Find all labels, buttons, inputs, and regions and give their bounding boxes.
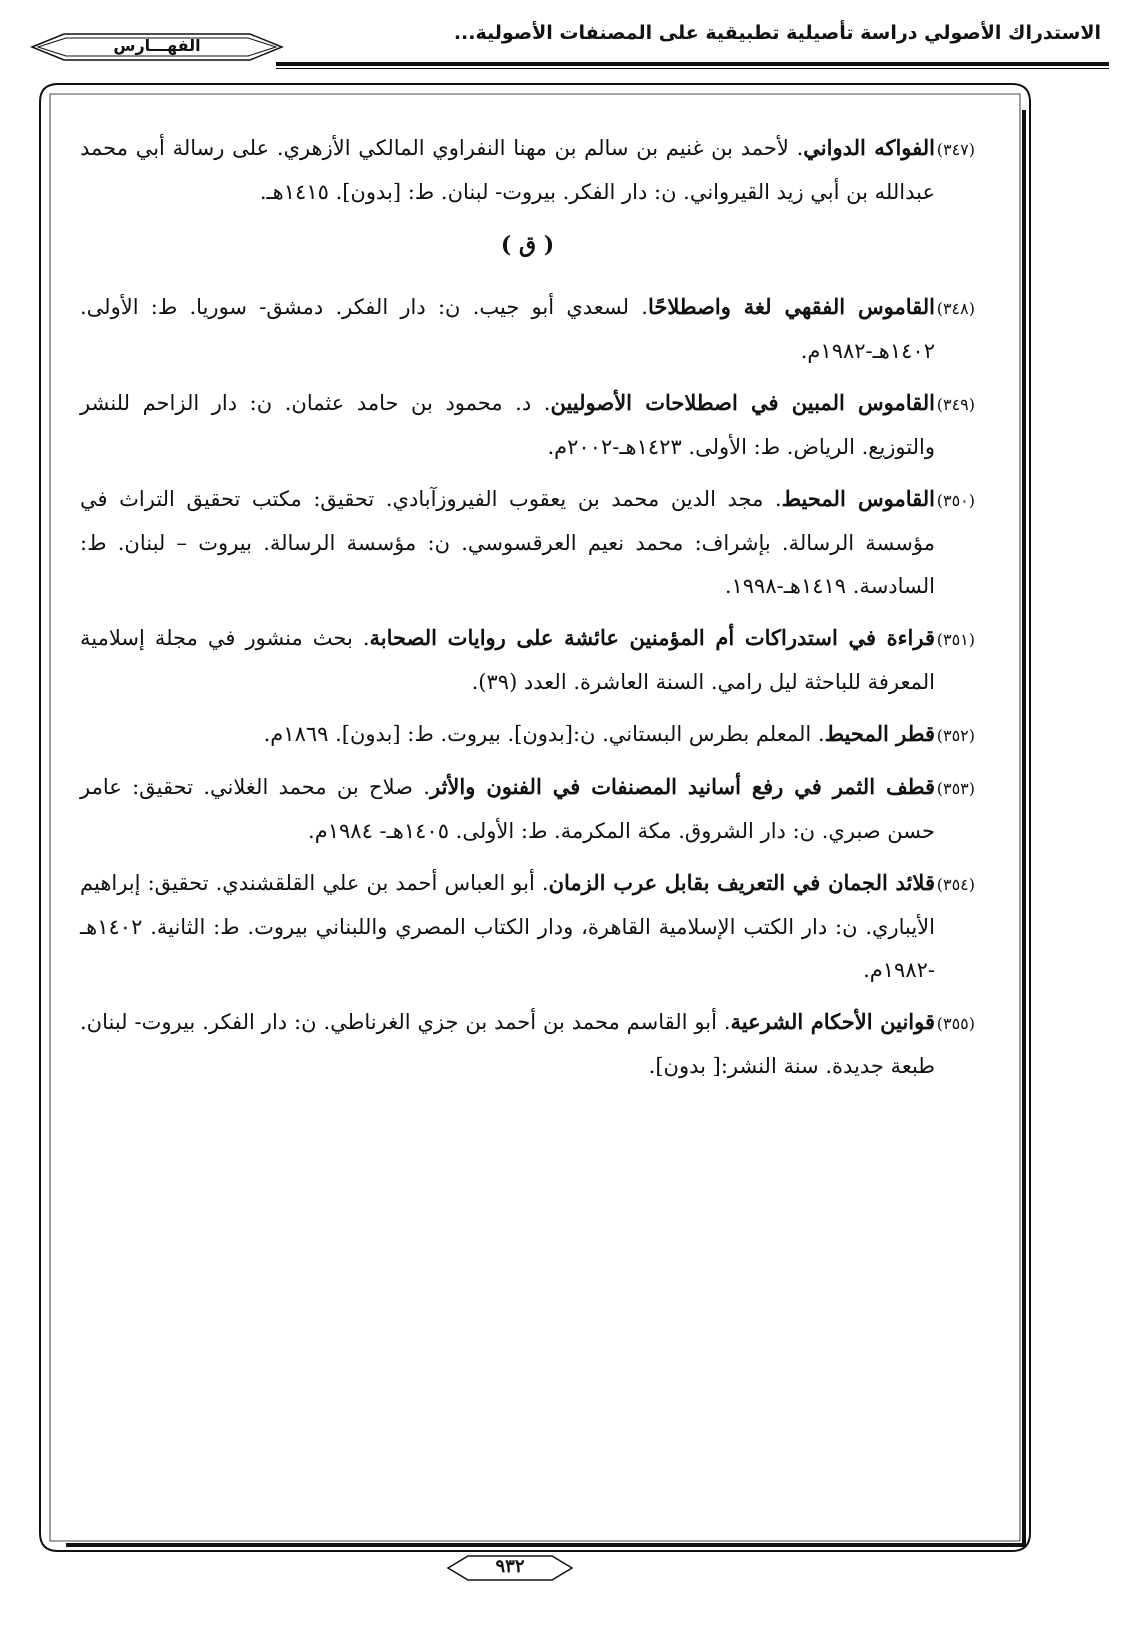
- entry-details: . أبو القاسم محمد بن أحمد بن جزي الغرناطي. ن: دار الفكر. بيروت- لبنان. طبعة جديدة. سنة النشر:[ بدون].: [80, 1010, 935, 1078]
- header-rule-thick: [276, 62, 1109, 66]
- entry-title: قراءة في استدراكات أم المؤمنين عائشة على روايات الصحابة: [369, 625, 935, 650]
- bibliography-entry: [80, 616, 975, 704]
- section-tab: [30, 32, 284, 62]
- entry-number: (٣٥٣): [936, 779, 976, 798]
- bibliography-entry: [80, 381, 975, 469]
- entry-title: قوانين الأحكام الشرعية: [730, 1009, 936, 1034]
- entry-details: . لأحمد بن غنيم بن سالم بن مهنا النفراوي المالكي الأزهري. على رسالة أبي محمد عبدالله بن أبي زيد القيرواني. ن: دار الفكر. بيروت- لبنان. ط: [بدون]. ١٤١٥هـ.: [80, 136, 935, 204]
- bibliography-entry: [80, 765, 975, 853]
- entry-title: قطف الثمر في رفع أسانيد المصنفات في الفنون والأثر: [429, 774, 936, 799]
- entry-details: . صلاح بن محمد الغلاني. تحقيق: عامر حسن صبري. ن: دار الشروق. مكة المكرمة. ط: الأولى. ١٤٠٥هـ- ١٩٨٤م.: [80, 775, 935, 843]
- section-heading: ( ق ): [500, 232, 555, 258]
- bibliography-entry: [80, 1000, 975, 1088]
- entry-details: . لسعدي أبو جيب. ن: دار الفكر. دمشق- سوريا. ط: الأولى. ١٤٠٢هـ-١٩٨٢م.: [80, 295, 935, 363]
- entry-details: . بحث منشور في مجلة إسلامية المعرفة للباحثة ليل رامي. السنة العاشرة. العدد (٣٩).: [80, 626, 935, 694]
- entry-details: . د. محمود بن حامد عثمان. ن: دار الزاحم للنشر والتوزيع. الرياض. ط: الأولى. ١٤٢٣هـ-٢٠٠٢م.: [80, 391, 935, 459]
- entry-number: (٣٤٨): [936, 299, 975, 318]
- entry-details: . أبو العباس أحمد بن علي القلقشندي. تحقيق: إبراهيم الأيباري. ن: دار الكتب الإسلامية القاهرة، ودار الكتاب المصري واللبناني بيروت. ط: الثانية. ١٤٠٢هـ -١٩٨٢م.: [80, 871, 935, 982]
- entry-number: (٣٥٤): [936, 875, 975, 894]
- page-number-badge: [446, 1554, 574, 1582]
- entry-title: الفواكه الدواني: [803, 135, 936, 160]
- bibliography-entry: [80, 126, 975, 214]
- section-tab-label: الفهـــارس: [113, 36, 201, 55]
- bibliography-content: [80, 126, 975, 1096]
- entry-number: (٣٥٢): [936, 726, 975, 745]
- entry-number: (٣٤٩): [936, 395, 975, 414]
- entry-title: قلائد الجمان في التعريف بقابل عرب الزمان: [548, 870, 935, 895]
- entry-number: (٣٥٥): [936, 1014, 976, 1033]
- page-number: ٩٣٢: [495, 1556, 525, 1577]
- entry-number: (٣٥٠): [936, 491, 975, 510]
- header-rule-thin: [276, 68, 1109, 69]
- entry-title: قطر المحيط: [824, 721, 935, 746]
- entry-title: القاموس الفقهي لغة واصطلاحًا: [647, 294, 935, 319]
- entry-title: القاموس المحيط: [781, 486, 935, 511]
- bibliography-entry: [80, 861, 975, 992]
- entry-details: . مجد الدين محمد بن يعقوب الفيروزآبادي. تحقيق: مكتب تحقيق التراث في مؤسسة الرسالة. بإشراف: محمد نعيم العرقسوسي. ن: مؤسسة الرسالة. بيروت – لبنان. ط: السادسة. ١٤١٩هـ-١٩٩٨.: [80, 487, 935, 598]
- entry-number: (٣٥١): [936, 630, 975, 649]
- bibliography-entry: [80, 712, 975, 757]
- entry-title: القاموس المبين في اصطلاحات الأصوليين: [550, 390, 935, 415]
- running-header-title: الاستدراك الأصولي دراسة تأصيلية تطبيقية على المصنفات الأصولية...: [453, 22, 1101, 44]
- bibliography-entry: [80, 285, 975, 373]
- entry-details: . المعلم بطرس البستاني. ن:[بدون]. بيروت. ط: [بدون]. ١٨٦٩م.: [263, 722, 825, 746]
- entry-number: (٣٤٧): [936, 140, 976, 159]
- bibliography-entry: [80, 477, 975, 608]
